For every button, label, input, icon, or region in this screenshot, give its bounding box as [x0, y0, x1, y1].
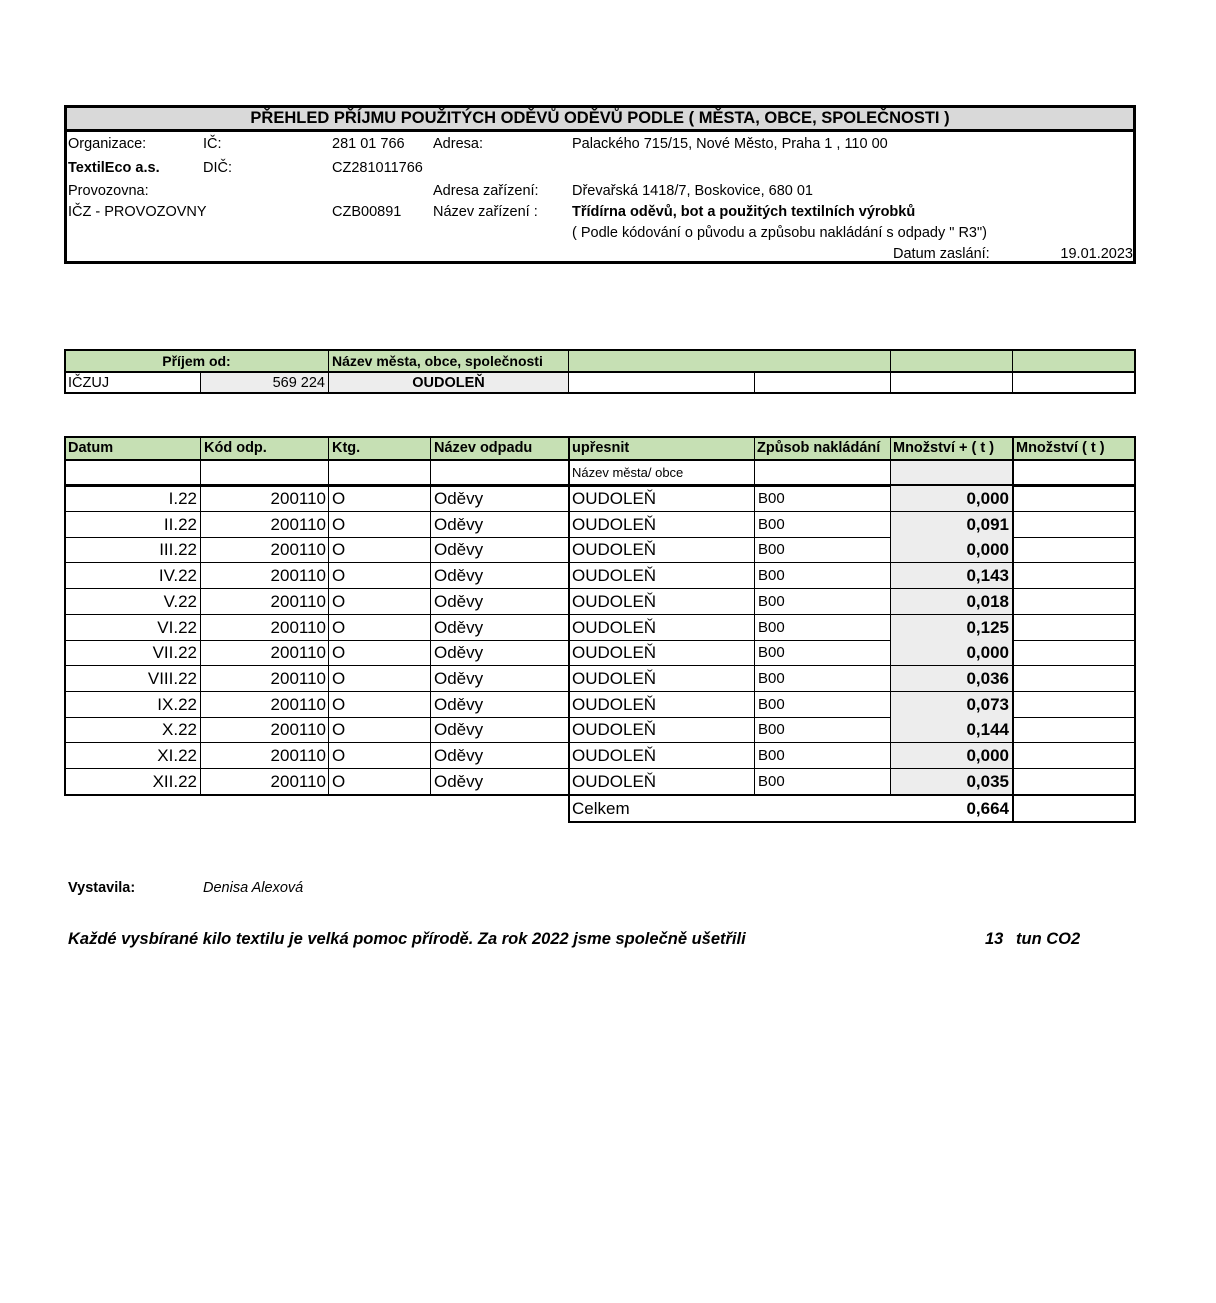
cell-zpusob: B00: [758, 696, 785, 713]
cell-datum: X.22: [162, 720, 197, 739]
nazev-zarizeni-label: Název zařízení :: [433, 204, 538, 220]
subheader-box-outline: [568, 459, 1136, 486]
organizace-label: Organizace:: [68, 136, 147, 152]
col-header-zpusob: Způsob nakládání: [757, 440, 881, 456]
cell-datum: XII.22: [152, 772, 197, 791]
celkem-value: 0,664: [966, 799, 1009, 818]
cell-nazev: Oděvy: [434, 746, 484, 765]
cell-datum: IX.22: [157, 695, 197, 714]
cell-obec: OUDOLEŇ: [572, 695, 657, 714]
col-header-ktg: Ktg.: [332, 440, 361, 456]
table-row: [64, 512, 1136, 538]
cell-zpusob: B00: [758, 721, 785, 738]
cell-kod: 200110: [270, 720, 326, 739]
cell-mnozstvi: 0,035: [966, 772, 1009, 791]
table-row: [64, 589, 1136, 615]
table-row: [64, 640, 1136, 666]
vystavila-value: Denisa Alexová: [203, 880, 304, 896]
prijem-od-label: Příjem od:: [162, 353, 231, 369]
table-row: [64, 743, 1136, 769]
cell-datum: I.22: [168, 489, 197, 508]
table-row: [64, 692, 1136, 718]
cell-nazev: Oděvy: [434, 669, 484, 688]
table-row: [64, 769, 1136, 795]
cell-ktg: O: [332, 515, 346, 534]
cell-nazev: Oděvy: [434, 618, 484, 637]
cell-ktg: O: [332, 489, 346, 508]
cell-datum: II.22: [163, 515, 197, 534]
cell-obec: OUDOLEŇ: [572, 618, 657, 637]
cell-obec: OUDOLEŇ: [572, 720, 657, 739]
cell-mnozstvi: 0,000: [966, 643, 1009, 662]
cell-mnozstvi: 0,091: [966, 515, 1009, 534]
cell-zpusob: B00: [758, 541, 785, 558]
receipt-mid-line: [64, 371, 1136, 373]
cell-obec: OUDOLEŇ: [572, 515, 657, 534]
col-header-datum: Datum: [68, 440, 114, 456]
cell-ktg: O: [332, 540, 346, 559]
nazev-obce-label: Název města, obce, společnosti: [332, 353, 543, 369]
cell-kod: 200110: [270, 618, 326, 637]
cell-nazev: Oděvy: [434, 643, 484, 662]
cell-zpusob: B00: [758, 747, 785, 764]
col-header-mnozstvi: Množství ( t ): [1016, 440, 1105, 456]
cell-ktg: O: [332, 618, 346, 637]
cell-zpusob: B00: [758, 593, 785, 610]
cell-ktg: O: [332, 720, 346, 739]
cell-datum: VI.22: [157, 618, 197, 637]
dic-value: CZ281011766: [332, 160, 423, 176]
cell-datum: VII.22: [152, 643, 197, 662]
celkem-label: Celkem: [572, 799, 630, 818]
cell-zpusob: B00: [758, 567, 785, 584]
cell-kod: 200110: [270, 592, 326, 611]
nazev-zarizeni-value: Třídírna oděvů, bot a použitých textilních výrobků: [572, 204, 916, 220]
obec-value: OUDOLEŇ: [412, 375, 485, 391]
cell-nazev: Oděvy: [434, 592, 484, 611]
cell-zpusob: B00: [758, 644, 785, 661]
adresa-label: Adresa:: [433, 136, 483, 152]
iczuj-value: 569 224: [272, 375, 325, 391]
cell-kod: 200110: [270, 566, 326, 585]
organizace-value: TextilEco a.s.: [68, 160, 160, 176]
icz-value: CZB00891: [332, 204, 402, 220]
col-line-3: [430, 436, 431, 796]
cell-obec: OUDOLEŇ: [572, 746, 657, 765]
cell-datum: IV.22: [158, 566, 197, 585]
cell-mnozstvi: 0,000: [966, 489, 1009, 508]
iczuj-label: IČZUJ: [68, 375, 110, 391]
col-line-7: [1012, 436, 1014, 823]
motto: Každé vysbírané kilo textilu je velká pomoc přírodě. Za rok 2022 jsme společně ušetřili: [68, 930, 746, 948]
cell-datum: XI.22: [157, 746, 197, 765]
cell-obec: OUDOLEŇ: [572, 669, 657, 688]
cell-zpusob: B00: [758, 773, 785, 790]
col-line-6: [890, 436, 891, 796]
cell-ktg: O: [332, 669, 346, 688]
cell-ktg: O: [332, 772, 346, 791]
cell-nazev: Oděvy: [434, 566, 484, 585]
cell-nazev: Oděvy: [434, 515, 484, 534]
cell-obec: OUDOLEŇ: [572, 566, 657, 585]
cell-kod: 200110: [270, 772, 326, 791]
col-header-mnozstvi-plus: Množství + ( t ): [893, 440, 995, 456]
ic-value: 281 01 766: [332, 136, 405, 152]
cell-ktg: O: [332, 695, 346, 714]
table-row: [64, 666, 1136, 692]
datum-zaslani-label: Datum zaslání:: [893, 246, 990, 262]
cell-ktg: O: [332, 746, 346, 765]
cell-nazev: Oděvy: [434, 772, 484, 791]
provozovna-label: Provozovna:: [68, 183, 149, 199]
kodovani-note: ( Podle kódování o původu a způsobu nakládání s odpady " R3"): [572, 225, 987, 241]
table-row: [64, 563, 1136, 589]
col-header-upresnit: upřesnit: [572, 440, 630, 456]
adresa-value: Palackého 715/15, Nové Město, Praha 1 , 110 00: [572, 136, 888, 152]
datum-zaslani-value: 19.01.2023: [1060, 246, 1133, 262]
cell-kod: 200110: [270, 695, 326, 714]
table-row: [64, 615, 1136, 641]
col-header-kod: Kód odp.: [204, 440, 267, 456]
cell-mnozstvi: 0,073: [966, 695, 1009, 714]
cell-kod: 200110: [270, 643, 326, 662]
cell-nazev: Oděvy: [434, 540, 484, 559]
document-title: PŘEHLED PŘÍJMU POUŽITÝCH ODĚVŮ ODĚVŮ PODLE ( MĚSTA, OBCE, SPOLEČNOSTI ): [250, 109, 950, 127]
cell-nazev: Oděvy: [434, 720, 484, 739]
col-line-4: [568, 436, 570, 823]
cell-kod: 200110: [270, 489, 326, 508]
cell-datum: VIII.22: [147, 669, 197, 688]
co2-unit: tun CO2: [1016, 930, 1081, 948]
subheader-nazev-mesta: Název města/ obce: [572, 465, 684, 480]
cell-datum: III.22: [159, 540, 197, 559]
col-line-1: [200, 436, 201, 796]
adresa-zarizeni-label: Adresa zařízení:: [433, 183, 539, 199]
col-header-nazev: Název odpadu: [434, 440, 533, 456]
dic-label: DIČ:: [203, 160, 232, 176]
ic-label: IČ:: [203, 136, 222, 152]
cell-ktg: O: [332, 643, 346, 662]
cell-zpusob: B00: [758, 516, 785, 533]
cell-mnozstvi: 0,143: [966, 566, 1009, 585]
cell-kod: 200110: [270, 746, 326, 765]
icz-label: IČZ - PROVOZOVNY: [68, 204, 207, 220]
cell-obec: OUDOLEŇ: [572, 643, 657, 662]
cell-ktg: O: [332, 592, 346, 611]
cell-nazev: Oděvy: [434, 489, 484, 508]
cell-mnozstvi: 0,125: [966, 618, 1009, 637]
cell-obec: OUDOLEŇ: [572, 592, 657, 611]
adresa-zarizeni-value: Dřevařská 1418/7, Boskovice, 680 01: [572, 183, 813, 199]
cell-zpusob: B00: [758, 490, 785, 507]
cell-zpusob: B00: [758, 670, 785, 687]
cell-obec: OUDOLEŇ: [572, 540, 657, 559]
cell-kod: 200110: [270, 515, 326, 534]
col-line-5: [754, 436, 755, 796]
table-row: [64, 717, 1136, 743]
cell-datum: V.22: [163, 592, 197, 611]
cell-kod: 200110: [270, 540, 326, 559]
celkem-box: [568, 794, 1136, 823]
cell-mnozstvi: 0,018: [966, 592, 1009, 611]
cell-zpusob: B00: [758, 619, 785, 636]
col-line-2: [328, 436, 329, 796]
table-row: [64, 537, 1136, 563]
cell-ktg: O: [332, 566, 346, 585]
cell-mnozstvi: 0,036: [966, 669, 1009, 688]
co2-value: 13: [985, 930, 1004, 948]
cell-obec: OUDOLEŇ: [572, 772, 657, 791]
cell-mnozstvi: 0,000: [966, 746, 1009, 765]
table-row: [64, 486, 1136, 512]
cell-mnozstvi: 0,000: [966, 540, 1009, 559]
cell-nazev: Oděvy: [434, 695, 484, 714]
cell-kod: 200110: [270, 669, 326, 688]
cell-obec: OUDOLEŇ: [572, 489, 657, 508]
cell-mnozstvi: 0,144: [966, 720, 1009, 739]
vystavila-label: Vystavila:: [68, 880, 136, 896]
